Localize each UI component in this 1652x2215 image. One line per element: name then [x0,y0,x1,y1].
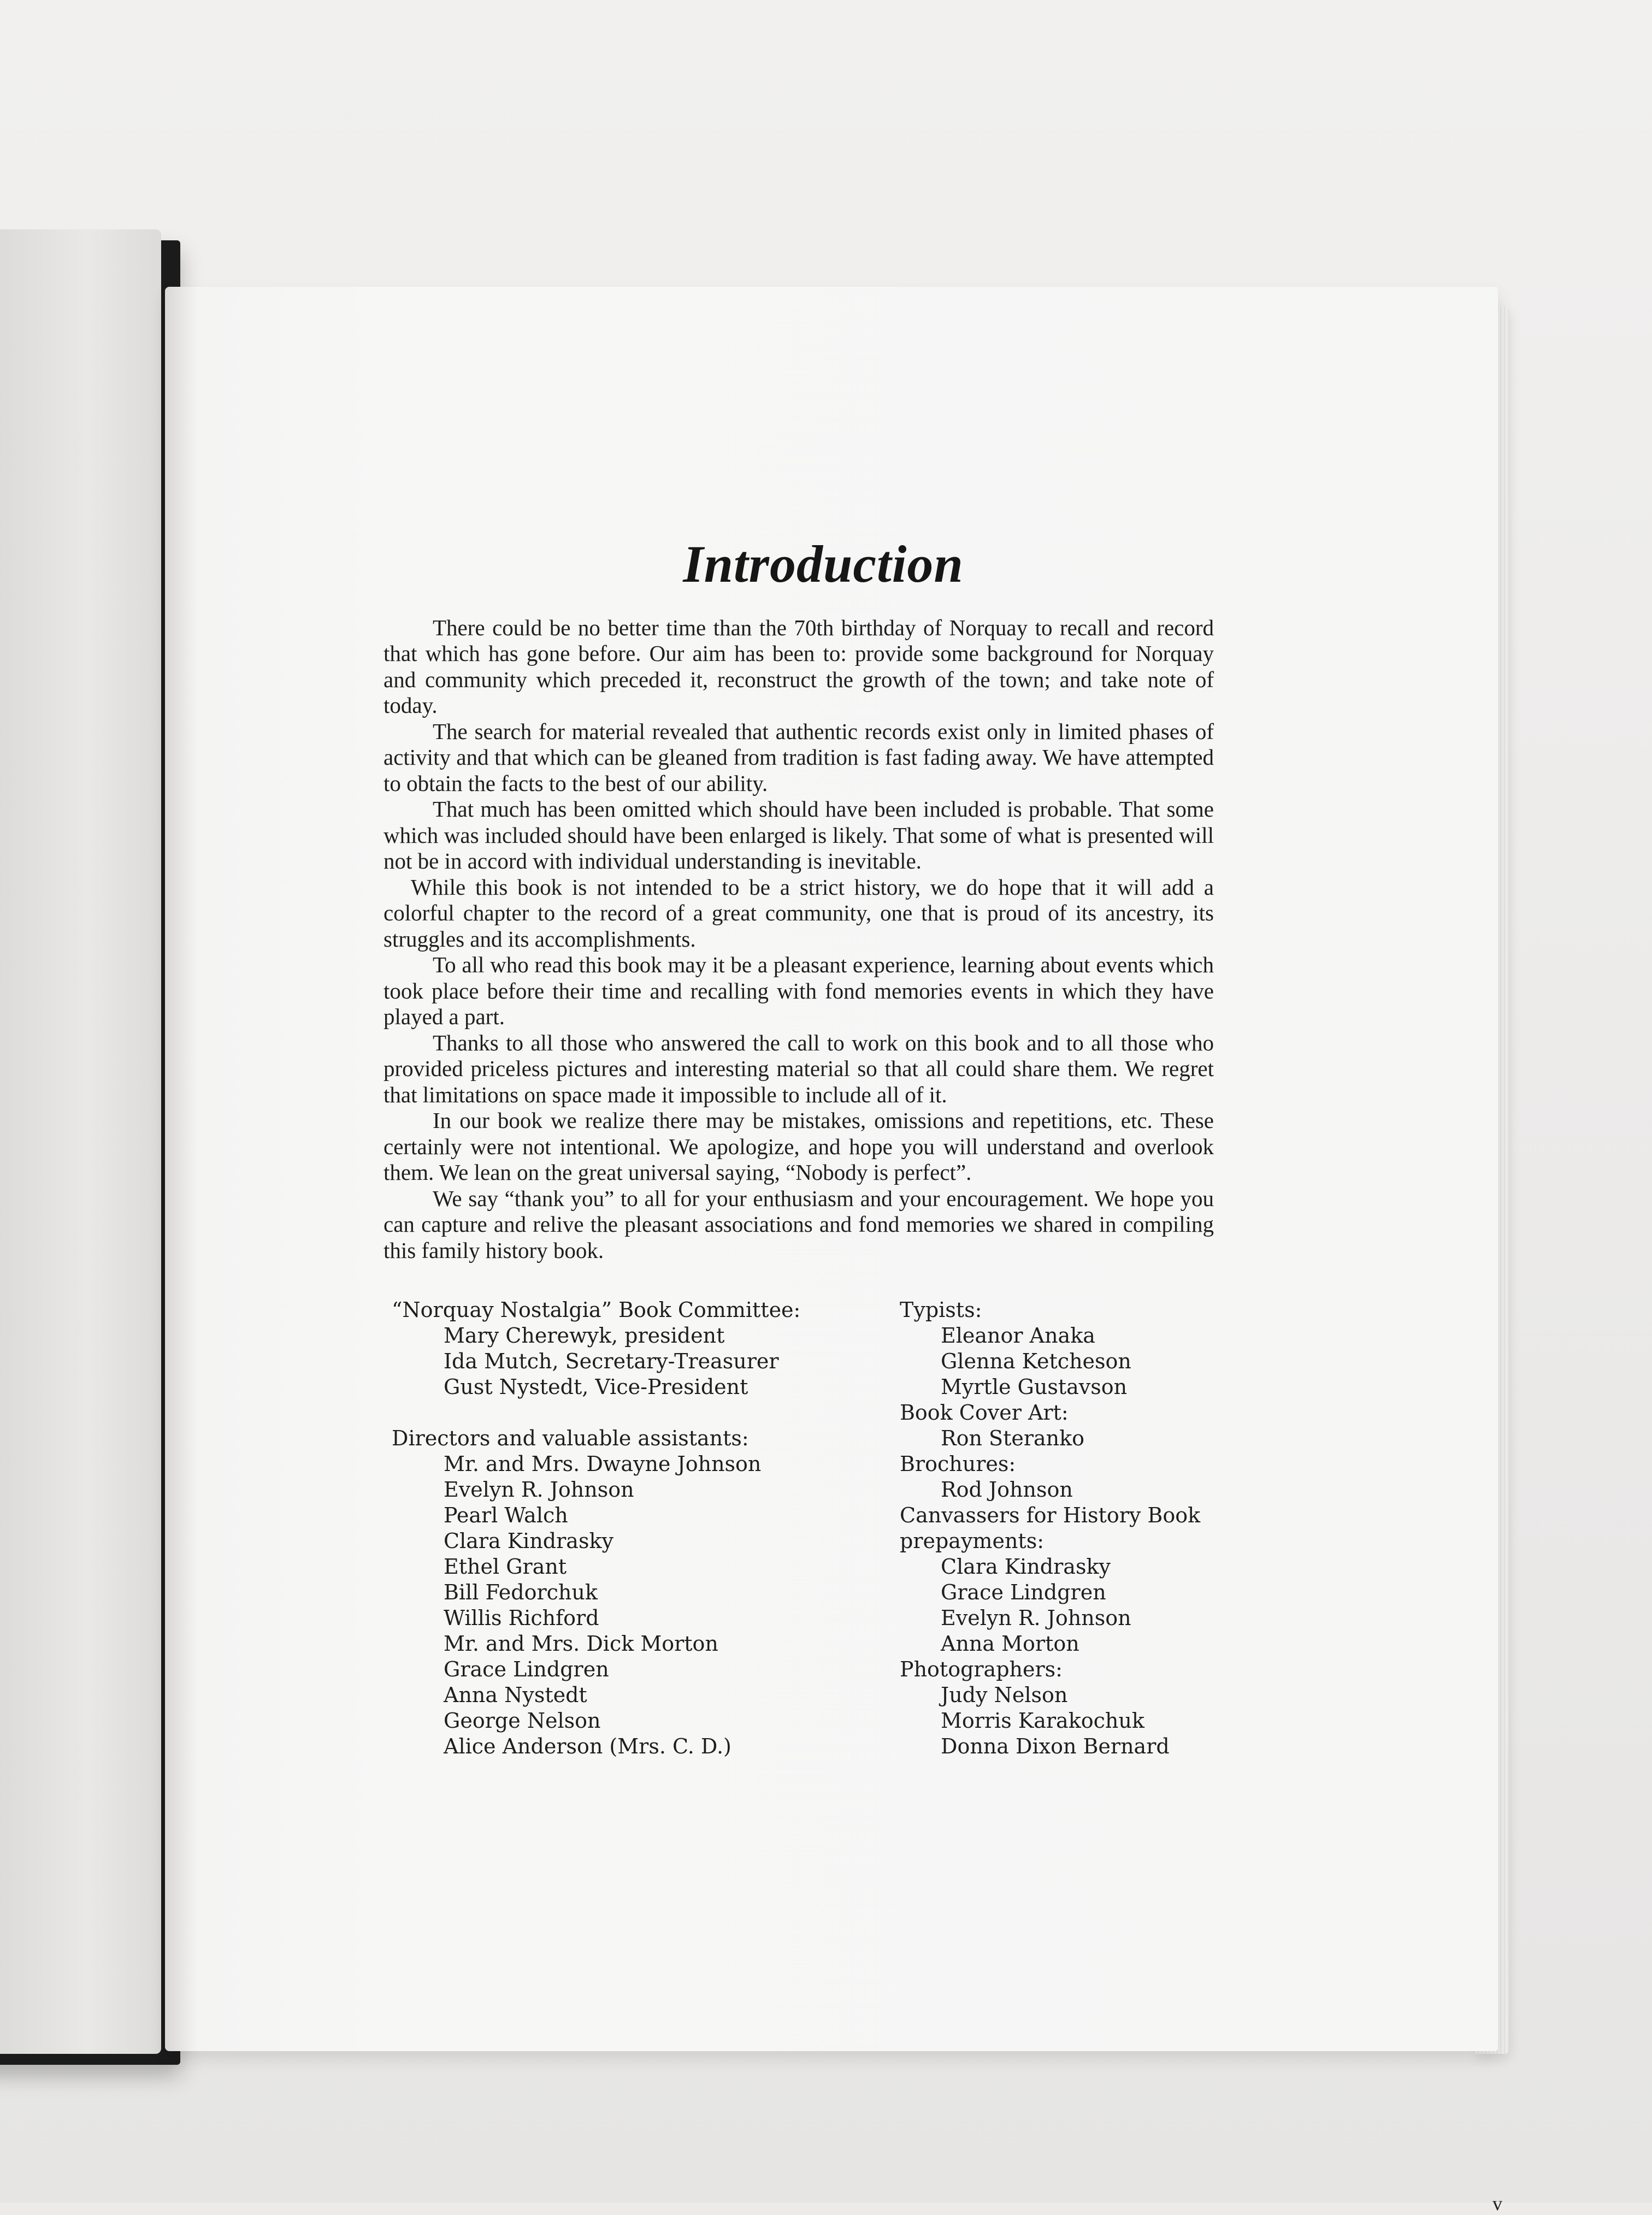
intro-paragraph-4: While this book is not intended to be a strict history, we do hope that it will add a colorful chapter to the record of a great community, one that is proud of its ancestry, its struggles and its accomplishments. [384,874,1214,952]
canvasser-name: Clara Kindrasky [941,1555,1111,1579]
directors-heading: Directors and valuable assistants: [392,1426,749,1451]
committee-member: Mary Cherewyk, president [444,1324,725,1348]
brochures-heading: Brochures: [900,1452,1016,1476]
photographer-name: Morris Karakochuk [941,1709,1144,1733]
intro-paragraph-3: That much has been omitted which should have been included is probable. That some which was included should have been enlarged is likely. That some of what is presented will not be in accord with individual understanding is inevitable. [384,796,1214,874]
committee-heading: “Norquay Nostalgia” Book Committee: [392,1298,801,1322]
intro-paragraph-1: There could be no better time than the 70th birthday of Norquay to recall and record that which has gone before. Our aim has been to: provide some background for Norquay and community which preceded it, reconstruct the growth of the town; and take note of today. [384,615,1214,718]
director-name: Willis Richford [444,1606,599,1631]
credits-left-column [392,1297,872,1759]
director-name: George Nelson [444,1709,601,1733]
director-name: Grace Lindgren [444,1657,609,1682]
canvassers-heading-line2: prepayments: [900,1529,1044,1554]
intro-paragraph-5: To all who read this book may it be a pleasant experience, learning about events which took place before their time and recalling with fond memories events in which they have played a part. [384,952,1214,1030]
typist-name: Glenna Ketcheson [941,1349,1131,1374]
director-name: Pearl Walch [444,1503,568,1528]
typists-heading: Typists: [900,1298,982,1322]
director-name: Evelyn R. Johnson [444,1478,634,1502]
committee-member: Gust Nystedt, Vice-President [444,1375,748,1399]
intro-paragraph-2: The search for material revealed that authentic records exist only in limited phases of activity and that which can be gleaned from tradition is fast fading away. We have attempted to obtain the facts to the best of our ability. [384,718,1214,796]
typist-name: Eleanor Anaka [941,1324,1095,1348]
canvassers-heading-line1: Canvassers for History Book [900,1503,1201,1528]
photographers-heading: Photographers: [900,1657,1063,1682]
page-title: Introduction [683,535,964,593]
committee-member: Ida Mutch, Secretary-Treasurer [444,1349,779,1374]
intro-paragraph-6: Thanks to all those who answered the call to work on this book and to all those who provided priceless pictures and interesting material so that all could share them. We regret that limitations on space made it impossible to include all of it. [384,1030,1214,1107]
photographer-name: Judy Nelson [941,1683,1068,1708]
director-name: Mr. and Mrs. Dick Morton [444,1632,718,1656]
canvasser-name: Anna Morton [941,1632,1079,1656]
director-name: Anna Nystedt [444,1683,587,1708]
brochure-author-name: Rod Johnson [941,1478,1073,1502]
intro-paragraph-7: In our book we realize there may be mistakes, omissions and repetitions, etc. These certainly were not intentional. We apologize, and hope you will understand and overlook them. We lean on the great universal saying, “Nobody is perfect”. [384,1108,1214,1185]
director-name: Ethel Grant [444,1555,567,1579]
photographer-name: Donna Dixon Bernard [941,1734,1170,1759]
cover-art-heading: Book Cover Art: [900,1401,1069,1425]
canvasser-name: Grace Lindgren [941,1580,1106,1605]
left-page-edge [0,229,161,2054]
cover-artist-name: Ron Steranko [941,1426,1085,1451]
page-content [384,535,1214,1767]
book-page [165,287,1502,2214]
intro-paragraph-8: We say “thank you” to all for your enthusiasm and your encouragement. We hope you can capture and relive the pleasant associations and fond memories we shared in compiling this family history book. [384,1185,1214,1263]
director-name: Clara Kindrasky [444,1529,613,1554]
canvasser-name: Evelyn R. Johnson [941,1606,1131,1631]
director-name: Mr. and Mrs. Dwayne Johnson [444,1452,762,1476]
credits-right-column [900,1297,1238,1759]
typist-name: Myrtle Gustavson [941,1375,1128,1399]
director-name: Bill Fedorchuk [444,1580,598,1605]
credits-section [384,1297,1214,1767]
page-number: v [1492,2193,1502,2214]
director-name: Alice Anderson (Mrs. C. D.) [444,1734,731,1759]
spacer [392,1400,872,1426]
